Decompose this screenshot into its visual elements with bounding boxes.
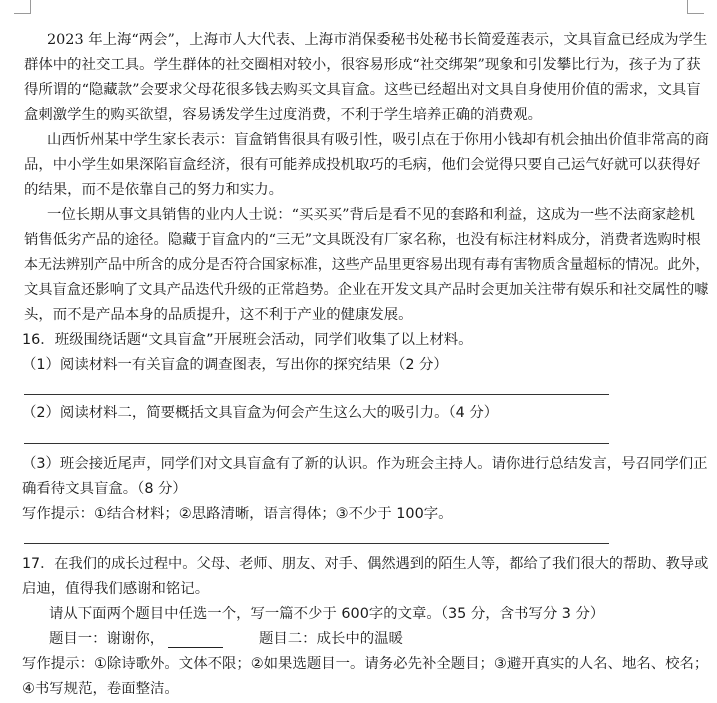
passage-line: 本无法辨别产品中所含的成分是否符合国家标准，这些产品里更容易出现有毒有害物质含量超标的情况。此外， bbox=[24, 257, 710, 273]
q17-instruction: 请从下面两个题目中任选一个，写一篇不少于 600字的文章。（35 分，含书写分 3 分） bbox=[49, 606, 605, 622]
q16-stem: 16．班级围绕话题“文具盲盒”开展班会活动，同学们收集了以上材料。 bbox=[22, 332, 473, 348]
passage-line: 的结果，而不是依靠自己的努力和实力。 bbox=[24, 182, 284, 198]
q17-tips-line2: ④书写规范，卷面整洁。 bbox=[22, 681, 179, 697]
crop-mark-right-h bbox=[687, 13, 704, 14]
answer-line-2[interactable] bbox=[24, 443, 609, 444]
passage-line: 头，而不是产品本身的品质提升，这不利于产业的健康发展。 bbox=[24, 307, 413, 323]
answer-line-1[interactable] bbox=[24, 394, 609, 395]
q16-sub3-line2: 确看待文具盲盒。（8 分） bbox=[22, 481, 187, 497]
passage-line: 山西忻州某中学生家长表示：盲盒销售很具有吸引性，吸引点在于你用小钱却有机会抽出价值非常高的商 bbox=[47, 132, 709, 148]
q16-sub3-line1: （3）班会接近尾声，同学们对文具盲盒有了新的认识。作为班会主持人。请你进行总结发言，号召同学们正 bbox=[22, 456, 708, 472]
q17-title-two: 题目二：成长中的温暖 bbox=[259, 631, 403, 647]
passage-line: 群体中的社交工具。学生群体的社交圈相对较小，很容易形成“社交绑架”现象和引发攀比行为，孩子为了获 bbox=[24, 57, 701, 73]
passage-line: 一位长期从事文具销售的业内人士说：“买买买”背后是看不见的套路和利益，这成为一些不法商家趁机 bbox=[47, 207, 695, 223]
passage-line: 得所谓的“隐藏款”会要求父母花很多钱去购买文具盲盒。这些已经超出对文具自身使用价值的需求，文具盲 bbox=[24, 82, 701, 98]
q16-sub2: （2）阅读材料二，简要概括文具盲盒为何会产生这么大的吸引力。（4 分） bbox=[22, 405, 499, 421]
passage-line: 2023 年上海“两会”，上海市人大代表、上海市消保委秘书处秘书长简爱莲表示，文具盲盒已经成为学生 bbox=[47, 32, 708, 48]
passage-line: 盒刺激学生的购买欲望，容易诱发学生过度消费，不利于学生培养正确的消费观。 bbox=[24, 107, 543, 123]
passage-line: 文具盲盒还影响了文具产品迭代升级的正常趋势。企业在开发文具产品时会更加关注带有娱乐和社交属性的噱 bbox=[24, 282, 709, 298]
q17-title-one-text: 题目一：谢谢你， bbox=[49, 631, 165, 647]
q16-sub1: （1）阅读材料一有关盲盒的调查图表，写出你的探究结果（2 分） bbox=[22, 357, 448, 373]
q16-writing-tips: 写作提示：①结合材料；②思路清晰，语言得体；③不少于 100字。 bbox=[22, 506, 453, 522]
passage-line: 销售低劣产品的途径。隐藏于盲盒内的“三无”文具既没有厂家名称，也没有标注材料成分，消费者选购时根 bbox=[24, 232, 701, 248]
crop-mark-left-h bbox=[14, 13, 31, 14]
answer-line-3[interactable] bbox=[24, 543, 609, 544]
crop-mark-left bbox=[30, 0, 31, 14]
title-blank[interactable] bbox=[168, 634, 223, 648]
q17-title-one bbox=[49, 631, 227, 648]
crop-mark-right bbox=[687, 0, 688, 14]
passage-line: 品，中小学生如果深陷盲盒经济，很有可能养成投机取巧的毛病，他们会觉得只要自己运气好就可以获得好 bbox=[24, 157, 701, 173]
q17-stem-line1: 17．在我们的成长过程中。父母、老师、朋友、对手、偶然遇到的陌生人等，都给了我们很大的帮助、教导或 bbox=[22, 556, 709, 572]
q17-stem-line2: 启迪，值得我们感谢和铭记。 bbox=[22, 581, 210, 597]
q17-tips-line1: 写作提示：①除诗歌外。文体不限；②如果选题目一。请务必先补全题目；③避开真实的人名、地名、校名； bbox=[22, 656, 709, 672]
